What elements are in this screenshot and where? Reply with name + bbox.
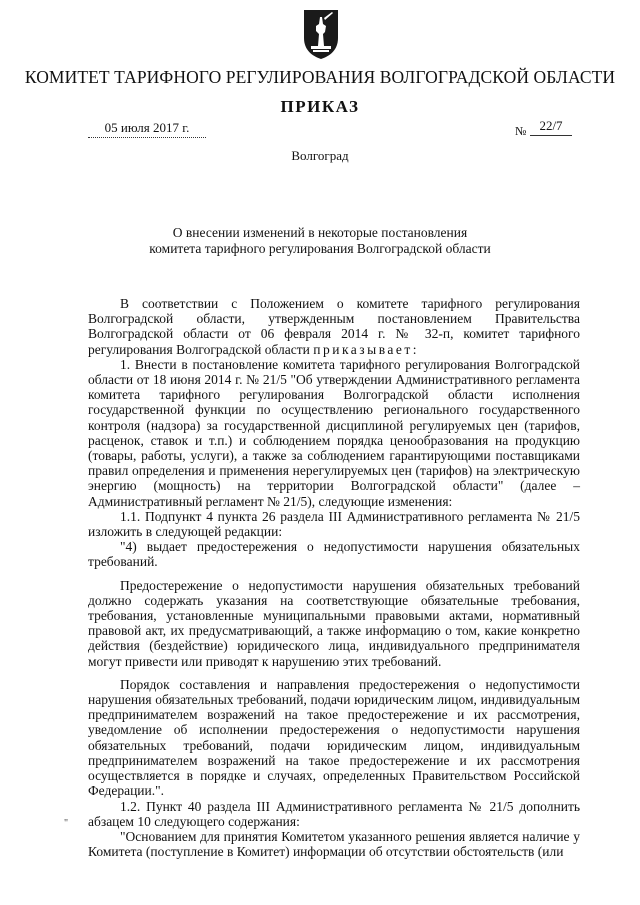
preamble-text: В соответствии с Положением о комитете тарифного регулирования Волгоградской области, утвержденным постановлением Правительства Волгоградской области от 06 февраля 2014 г. № 32-п, комитет тарифного регулирования Волгоградской области <box>88 296 580 357</box>
date-underline <box>88 137 206 138</box>
paragraph-warning-procedure: Порядок составления и направления предостережения о недопустимости нарушения обязательных требований, подачи юридическим лицом, индивидуальным предпринимателем возражений на такое предостережение и их рассмотрения, уведомление об исполнении предостережения о недопустимости нарушения обязательных требований, подачи юридическим лицом, индивидуальным предпринимателем возражений на такое предостережение и их рассмотрения осуществляется в порядке и случаях, определенных Правительством Российской Федерации.". <box>88 676 580 799</box>
order-number-field <box>530 118 572 136</box>
subject-line-2: комитета тарифного регулирования Волгоградской области <box>149 241 491 256</box>
order-date-field <box>88 120 206 138</box>
paragraph-quote-grounds: "Основанием для принятия Комитетом указанного решения является наличие у Комитета (поступление в Комитет) информации об отсутствии обстоятельств (или <box>88 828 580 860</box>
order-body <box>88 296 580 859</box>
city: Волгоград <box>291 148 349 163</box>
paragraph-preamble <box>88 296 580 357</box>
paragraph-item-1: 1. Внести в постановление комитета тарифного регулирования Волгоградской области от 18 июня 2014 г. № 21/5 "Об утверждении Административного регламента комитета тарифного регулирования Волгоградской области исполнения государственной функции по осуществлению регионального государственного контроля (надзора) за государственной дисциплиной регулируемых цен (тарифов, расценок, ставок и т.п.) и соблюдением порядка ценообразования на продукцию (товары, работы, услуги), а также за соблюдением гарантирующими поставщиками правил определения и применения нерегулируемых цен (тарифов) на электрическую энергию (мощность) на территории Волгоградской области" (далее – Административный регламент № 21/5), следующие изменения: <box>88 356 580 509</box>
order-date: 05 июля 2017 г. <box>104 120 190 135</box>
order-subject <box>120 225 520 257</box>
number-label: № <box>515 124 527 138</box>
number-underline <box>530 135 572 136</box>
orders-word: приказывает: <box>313 341 420 357</box>
paragraph-quote-4: "4) выдает предостережения о недопустимости нарушения обязательных требований. <box>88 539 580 570</box>
committee-title: КОМИТЕТ ТАРИФНОГО РЕГУЛИРОВАНИЯ ВОЛГОГРАДСКОЙ ОБЛАСТИ <box>24 67 616 87</box>
coat-of-arms-emblem <box>302 8 340 60</box>
margin-mark: " <box>64 818 69 829</box>
subject-line-1: О внесении изменений в некоторые постановления <box>172 225 468 240</box>
paragraph-warning-content: Предостережение о недопустимости нарушения обязательных требований должно содержать указания на соответствующие обязательные требования, требования, установленные муниципальными правовыми актами, нормативный правовой акт, их предусматривающий, а также информацию о том, какие конкретно действия (бездействие) юридического лица, индивидуального предпринимателя могут привести или приводят к нарушению этих требований. <box>88 577 580 669</box>
document-type: ПРИКАЗ <box>280 97 360 116</box>
order-number: 22/7 <box>539 118 563 133</box>
paragraph-item-1-2: 1.2. Пункт 40 раздела III Административного регламента № 21/5 дополнить абзацем 10 следующего содержания: <box>88 798 580 829</box>
paragraph-item-1-1: 1.1. Подпункт 4 пункта 26 раздела III Административного регламента № 21/5 изложить в следующей редакции: <box>88 508 580 540</box>
